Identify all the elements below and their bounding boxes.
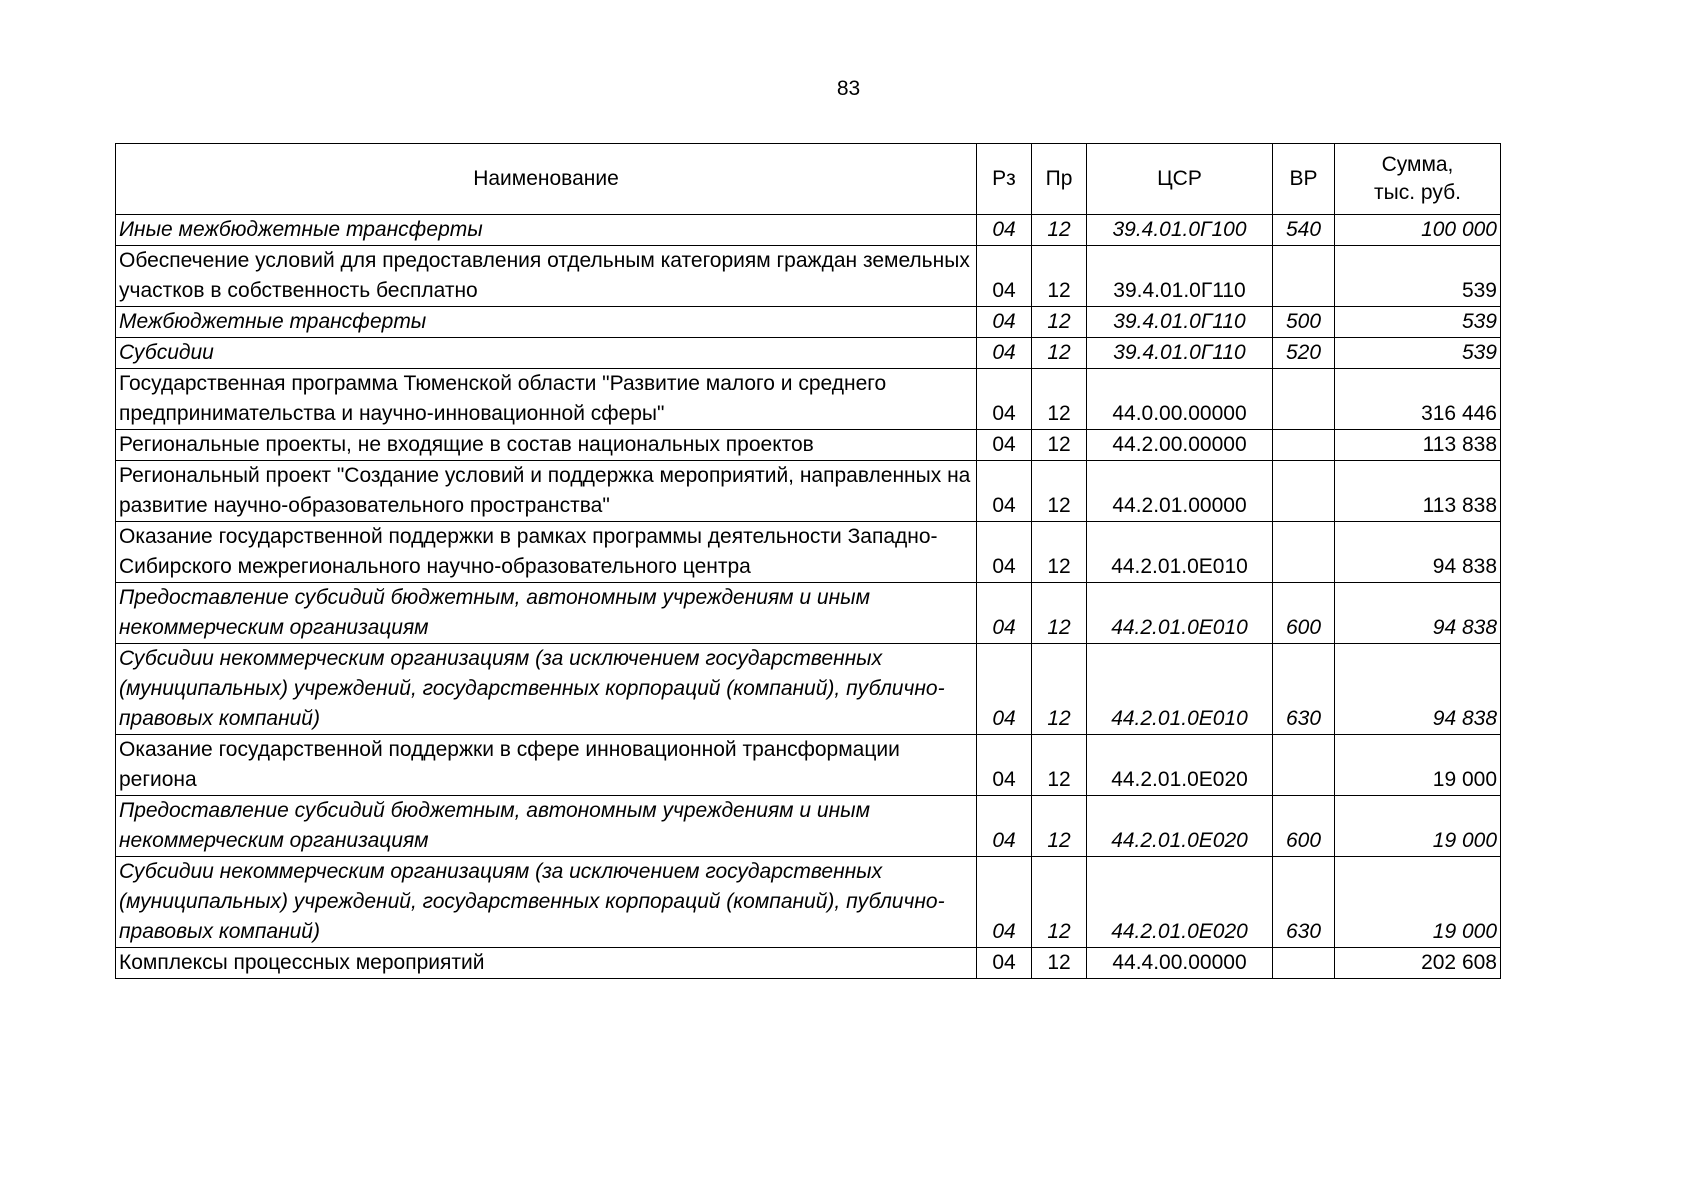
cell-sum: 316 446	[1335, 369, 1501, 430]
cell-name: Иные межбюджетные трансферты	[116, 215, 977, 246]
cell-rz: 04	[977, 522, 1032, 583]
cell-csr: 44.2.01.0Е020	[1087, 735, 1273, 796]
cell-rz: 04	[977, 796, 1032, 857]
cell-sum: 113 838	[1335, 461, 1501, 522]
table-row	[116, 430, 1501, 461]
cell-sum: 19 000	[1335, 857, 1501, 948]
table-row	[116, 522, 1501, 583]
cell-sum: 539	[1335, 338, 1501, 369]
table-header-row	[116, 144, 1501, 215]
cell-pr: 12	[1032, 307, 1087, 338]
cell-vr: 540	[1273, 215, 1335, 246]
cell-csr: 44.2.01.0Е020	[1087, 857, 1273, 948]
cell-vr	[1273, 522, 1335, 583]
header-pr: Пр	[1032, 144, 1087, 215]
cell-csr: 39.4.01.0Г110	[1087, 246, 1273, 307]
cell-rz: 04	[977, 430, 1032, 461]
cell-rz: 04	[977, 735, 1032, 796]
cell-csr: 44.4.00.00000	[1087, 948, 1273, 979]
cell-vr: 500	[1273, 307, 1335, 338]
cell-rz: 04	[977, 338, 1032, 369]
cell-pr: 12	[1032, 522, 1087, 583]
table-row	[116, 796, 1501, 857]
cell-rz: 04	[977, 246, 1032, 307]
table-row	[116, 948, 1501, 979]
cell-sum: 19 000	[1335, 735, 1501, 796]
cell-sum: 539	[1335, 307, 1501, 338]
cell-vr: 520	[1273, 338, 1335, 369]
cell-rz: 04	[977, 307, 1032, 338]
header-vr: ВР	[1273, 144, 1335, 215]
cell-csr: 39.4.01.0Г110	[1087, 307, 1273, 338]
table-row	[116, 857, 1501, 948]
table-row	[116, 583, 1501, 644]
table-row	[116, 735, 1501, 796]
cell-pr: 12	[1032, 796, 1087, 857]
cell-csr: 44.2.01.0Е010	[1087, 644, 1273, 735]
cell-name: Межбюджетные трансферты	[116, 307, 977, 338]
cell-rz: 04	[977, 215, 1032, 246]
header-csr: ЦСР	[1087, 144, 1273, 215]
cell-rz: 04	[977, 461, 1032, 522]
cell-pr: 12	[1032, 644, 1087, 735]
cell-name: Обеспечение условий для предоставления отдельным категориям граждан земельных участков в собственность бесплатно	[116, 246, 977, 307]
cell-vr	[1273, 735, 1335, 796]
cell-sum: 539	[1335, 246, 1501, 307]
cell-sum: 94 838	[1335, 644, 1501, 735]
header-sum-line2: тыс. руб.	[1374, 181, 1461, 204]
cell-sum: 113 838	[1335, 430, 1501, 461]
cell-name: Субсидии некоммерческим организациям (за исключением государственных (муниципальных) учреждений, государственных корпораций (компаний), публично-правовых компаний)	[116, 644, 977, 735]
cell-pr: 12	[1032, 735, 1087, 796]
header-sum-line1: Сумма,	[1381, 153, 1454, 176]
header-sum	[1335, 144, 1501, 215]
cell-vr: 630	[1273, 644, 1335, 735]
cell-vr	[1273, 246, 1335, 307]
cell-name: Предоставление субсидий бюджетным, автономным учреждениям и иным некоммерческим организациям	[116, 583, 977, 644]
cell-pr: 12	[1032, 857, 1087, 948]
cell-vr: 600	[1273, 796, 1335, 857]
cell-csr: 39.4.01.0Г100	[1087, 215, 1273, 246]
cell-csr: 44.2.01.0Е020	[1087, 796, 1273, 857]
cell-pr: 12	[1032, 583, 1087, 644]
cell-name: Субсидии некоммерческим организациям (за исключением государственных (муниципальных) учреждений, государственных корпораций (компаний), публично-правовых компаний)	[116, 857, 977, 948]
cell-pr: 12	[1032, 338, 1087, 369]
cell-name: Оказание государственной поддержки в рамках программы деятельности Западно-Сибирского межрегионального научно-образовательного центра	[116, 522, 977, 583]
cell-sum: 19 000	[1335, 796, 1501, 857]
cell-name: Предоставление субсидий бюджетным, автономным учреждениям и иным некоммерческим организациям	[116, 796, 977, 857]
cell-pr: 12	[1032, 369, 1087, 430]
cell-csr: 44.2.01.0Е010	[1087, 522, 1273, 583]
header-name: Наименование	[116, 144, 977, 215]
table-row	[116, 338, 1501, 369]
cell-csr: 44.0.00.00000	[1087, 369, 1273, 430]
cell-csr: 44.2.01.00000	[1087, 461, 1273, 522]
cell-sum: 100 000	[1335, 215, 1501, 246]
table-row	[116, 215, 1501, 246]
header-rz: Рз	[977, 144, 1032, 215]
cell-name: Региональный проект "Создание условий и поддержка мероприятий, направленных на развитие научно-образовательного пространства"	[116, 461, 977, 522]
cell-vr	[1273, 948, 1335, 979]
table-row	[116, 461, 1501, 522]
cell-csr: 44.2.00.00000	[1087, 430, 1273, 461]
cell-name: Государственная программа Тюменской области "Развитие малого и среднего предпринимательства и научно-инновационной сферы"	[116, 369, 977, 430]
cell-pr: 12	[1032, 948, 1087, 979]
cell-name: Региональные проекты, не входящие в состав национальных проектов	[116, 430, 977, 461]
budget-table	[115, 143, 1501, 979]
table-row	[116, 246, 1501, 307]
cell-rz: 04	[977, 583, 1032, 644]
table-body	[116, 215, 1501, 979]
cell-pr: 12	[1032, 461, 1087, 522]
cell-sum: 94 838	[1335, 522, 1501, 583]
cell-sum: 94 838	[1335, 583, 1501, 644]
table-row	[116, 307, 1501, 338]
cell-vr: 600	[1273, 583, 1335, 644]
cell-name: Комплексы процессных мероприятий	[116, 948, 977, 979]
cell-csr: 44.2.01.0Е010	[1087, 583, 1273, 644]
cell-sum: 202 608	[1335, 948, 1501, 979]
cell-csr: 39.4.01.0Г110	[1087, 338, 1273, 369]
cell-vr	[1273, 430, 1335, 461]
cell-rz: 04	[977, 369, 1032, 430]
cell-name: Субсидии	[116, 338, 977, 369]
cell-rz: 04	[977, 857, 1032, 948]
cell-name: Оказание государственной поддержки в сфере инновационной трансформации региона	[116, 735, 977, 796]
cell-pr: 12	[1032, 430, 1087, 461]
cell-rz: 04	[977, 948, 1032, 979]
cell-rz: 04	[977, 644, 1032, 735]
cell-vr	[1273, 461, 1335, 522]
table-row	[116, 369, 1501, 430]
cell-vr	[1273, 369, 1335, 430]
cell-pr: 12	[1032, 215, 1087, 246]
cell-pr: 12	[1032, 246, 1087, 307]
table-row	[116, 644, 1501, 735]
page-number: 83	[836, 77, 861, 100]
cell-vr: 630	[1273, 857, 1335, 948]
